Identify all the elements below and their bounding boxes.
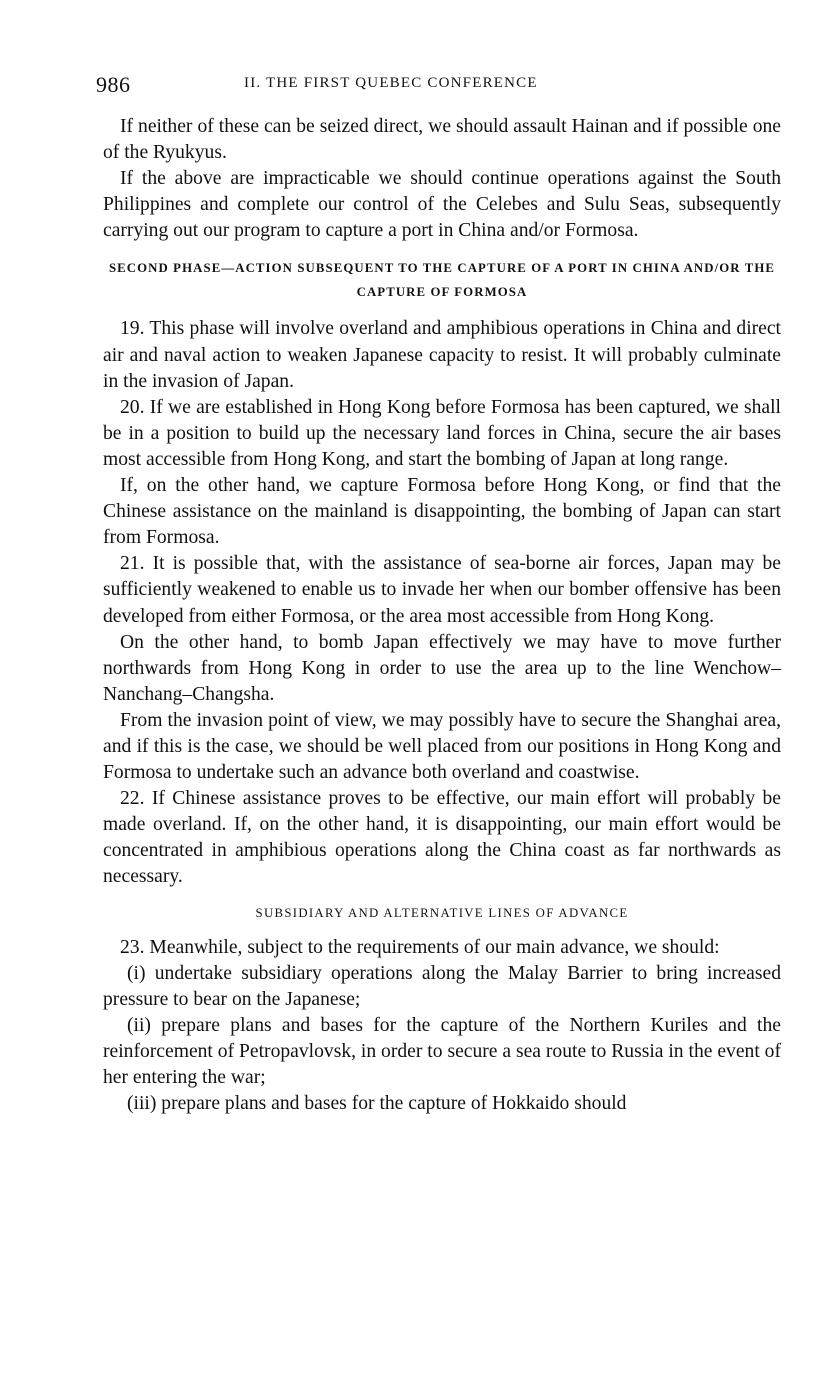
section-heading-subsidiary: SUBSIDIARY AND ALTERNATIVE LINES OF ADVANCE — [255, 905, 629, 920]
list-item-ii: (ii) prepare plans and bases for the capture of the Northern Kuriles and the reinforcement of Petropavlovsk, in order to secure a sea route to Russia in the event of her entering the war; — [103, 1014, 781, 1088]
page-header — [96, 72, 786, 106]
paragraph-20-continued: If, on the other hand, we capture Formosa before Hong Kong, or find that the Chinese assistance on the mainland is disappointing, the bombing of Japan can start from Formosa. — [103, 475, 781, 549]
paragraph-intro-2: If the above are impracticable we should continue operations against the South Philippines and complete our control of the Celebes and Sulu Seas, subsequently carrying out our program to capture a port in China and/or Formosa. — [103, 168, 781, 242]
paragraph-intro-1: If neither of these can be seized direct, we should assault Hainan and if possible one of the Ryukyus. — [103, 116, 781, 164]
section-heading-second-phase: SECOND PHASE—ACTION SUBSEQUENT TO THE CAPTURE OF A PORT IN CHINA AND/OR THE CAPTURE OF FORMOSA — [108, 261, 776, 300]
paragraph-21: 21. It is possible that, with the assistance of sea-borne air forces, Japan may be sufficiently weakened to enable us to invade her when our bomber offensive has been developed from either Formosa, or the area most accessible from Hong Kong. — [103, 553, 781, 627]
body-text — [103, 114, 781, 1117]
paragraph-23: 23. Meanwhile, subject to the requirements of our main advance, we should: — [120, 936, 720, 958]
paragraph-22: 22. If Chinese assistance proves to be effective, our main effort will probably be made overland. If, on the other hand, it is disappointing, our main effort would be concentrated in amphibious operations along the China coast as far northwards as necessary. — [103, 788, 781, 888]
list-item-i: (i) undertake subsidiary operations along the Malay Barrier to bring increased pressure to bear on the Japanese; — [103, 962, 781, 1010]
paragraph-21-continued-2: From the invasion point of view, we may possibly have to secure the Shanghai area, and if this is the case, we should be well placed from our positions in Hong Kong and Formosa to undertake such an advance both overland and coastwise. — [103, 709, 781, 784]
paragraph-21-continued-1: On the other hand, to bomb Japan effectively we may have to move further northwards from Hong Kong in order to use the area up to the line Wenchow–Nanchang–Changsha. — [103, 631, 781, 705]
paragraph-19: 19. This phase will involve overland and amphibious operations in China and direct air and naval action to weaken Japanese capacity to resist. It will probably culminate in the invasion of Japan. — [103, 318, 781, 392]
page-number: 986 — [96, 72, 131, 97]
paragraph-20: 20. If we are established in Hong Kong before Formosa has been captured, we shall be in a position to build up the necessary land forces in China, secure the air bases most accessible from Hong Kong, and start the bombing of Japan at long range. — [103, 396, 781, 470]
running-head: II. THE FIRST QUEBEC CONFERENCE — [244, 75, 538, 91]
list-item-iii: (iii) prepare plans and bases for the capture of Hokkaido should — [127, 1093, 627, 1115]
